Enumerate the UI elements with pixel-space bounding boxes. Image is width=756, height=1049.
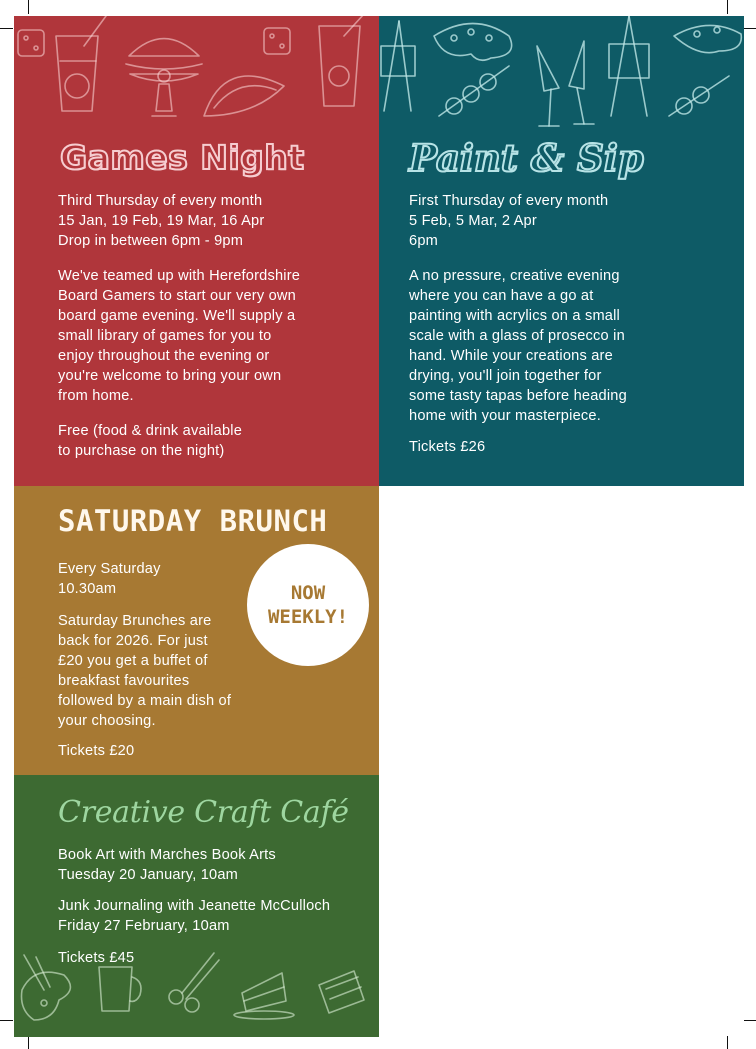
paint-illustration — [379, 16, 744, 136]
description-line: you're welcome to bring your own — [58, 368, 282, 384]
mug-icon — [99, 967, 141, 1011]
creative-craft-cafe-title: Creative Craft Café — [58, 795, 349, 830]
price-line: Tickets £26 — [409, 439, 486, 455]
description-line: We've teamed up with Herefordshire — [58, 268, 301, 284]
cocktail-glass-icon — [56, 16, 106, 111]
event-line: Friday 27 February, 10am — [58, 918, 230, 934]
saturday-brunch-panel — [14, 486, 379, 775]
badge-line: WEEKLY! — [267, 606, 349, 628]
crop-mark — [744, 28, 756, 29]
burger-icon — [126, 39, 202, 82]
skewer-icon — [439, 66, 509, 116]
schedule-line: 15 Jan, 19 Feb, 19 Mar, 16 Apr — [58, 213, 265, 229]
description-line: from home. — [58, 388, 134, 404]
price-line: Tickets £20 — [58, 743, 135, 759]
price-line: Free (food & drink available — [58, 423, 243, 439]
event-line: Tuesday 20 January, 10am — [58, 867, 239, 883]
description-line: some tasty tapas before heading — [409, 388, 627, 404]
palette-icon — [434, 24, 512, 61]
description-line: Board Gamers to start our very own — [58, 288, 296, 304]
description-line: followed by a main dish of — [58, 693, 232, 709]
description-line: back for 2026. For just — [58, 633, 208, 649]
event-line: Book Art with Marches Book Arts — [58, 847, 276, 863]
craft-event-book-art — [58, 845, 276, 885]
now-weekly-badge — [247, 544, 369, 666]
badge-line: NOW — [290, 582, 326, 604]
champagne-glasses-icon — [537, 41, 594, 126]
schedule-line: Drop in between 6pm - 9pm — [58, 233, 244, 249]
paint-price — [409, 437, 485, 457]
craft-price — [58, 948, 134, 968]
thread-spool-icon — [319, 971, 364, 1013]
brunch-price — [58, 741, 134, 761]
crop-mark — [28, 0, 29, 14]
crop-mark — [0, 28, 13, 29]
games-price — [58, 421, 242, 461]
description-line: enjoy throughout the evening or — [58, 348, 270, 364]
skewer-icon — [669, 76, 729, 116]
games-night-panel — [14, 16, 379, 486]
drink-glass-icon — [319, 16, 364, 106]
description-line: hand. While your creations are — [409, 348, 613, 364]
description-line: painting with acrylics on a small — [409, 308, 620, 324]
creative-craft-cafe-panel — [14, 775, 379, 1037]
schedule-line: 10.30am — [58, 581, 117, 597]
price-line: Tickets £45 — [58, 950, 135, 966]
taco-icon — [204, 76, 284, 116]
schedule-line: Every Saturday — [58, 561, 161, 577]
description-line: your choosing. — [58, 713, 156, 729]
description-line: drying, you'll join together for — [409, 368, 602, 384]
paint-schedule — [409, 191, 608, 251]
crop-mark — [0, 1020, 13, 1021]
games-illustration — [14, 16, 379, 136]
brunch-description — [58, 611, 231, 731]
description-line: £20 you get a buffet of — [58, 653, 208, 669]
paint-description — [409, 266, 627, 426]
games-schedule — [58, 191, 264, 251]
easel-icon — [609, 16, 649, 116]
description-line: scale with a glass of prosecco in — [409, 328, 625, 344]
dice-icon — [18, 28, 290, 56]
crop-mark — [727, 0, 728, 14]
chess-piece-icon — [152, 70, 176, 116]
description-line: where you can have a go at — [409, 288, 594, 304]
easel-icon — [381, 21, 415, 111]
cake-slice-icon — [234, 973, 294, 1019]
description-line: small library of games for you to — [58, 328, 272, 344]
paint-and-sip-panel — [379, 16, 744, 486]
description-line: home with your masterpiece. — [409, 408, 601, 424]
description-line: board game evening. We'll supply a — [58, 308, 296, 324]
price-line: to purchase on the night) — [58, 443, 225, 459]
paint-and-sip-title: Paint & Sip — [409, 136, 644, 180]
schedule-line: First Thursday of every month — [409, 193, 609, 209]
description-line: A no pressure, creative evening — [409, 268, 620, 284]
craft-event-junk-journaling — [58, 896, 330, 936]
description-line: Saturday Brunches are — [58, 613, 212, 629]
games-description — [58, 266, 300, 406]
schedule-line: 5 Feb, 5 Mar, 2 Apr — [409, 213, 537, 229]
schedule-line: 6pm — [409, 233, 438, 249]
palette-icon — [674, 25, 741, 52]
crop-mark — [744, 1020, 756, 1021]
crop-mark — [28, 1036, 29, 1049]
scissors-icon — [169, 953, 219, 1012]
description-line: breakfast favourites — [58, 673, 190, 689]
games-night-title: Games Night — [60, 138, 305, 177]
saturday-brunch-title: SATURDAY BRUNCH — [58, 504, 328, 538]
brunch-schedule — [58, 559, 161, 599]
event-line: Junk Journaling with Jeanette McCulloch — [58, 898, 331, 914]
schedule-line: Third Thursday of every month — [58, 193, 263, 209]
crop-mark — [727, 1036, 728, 1049]
